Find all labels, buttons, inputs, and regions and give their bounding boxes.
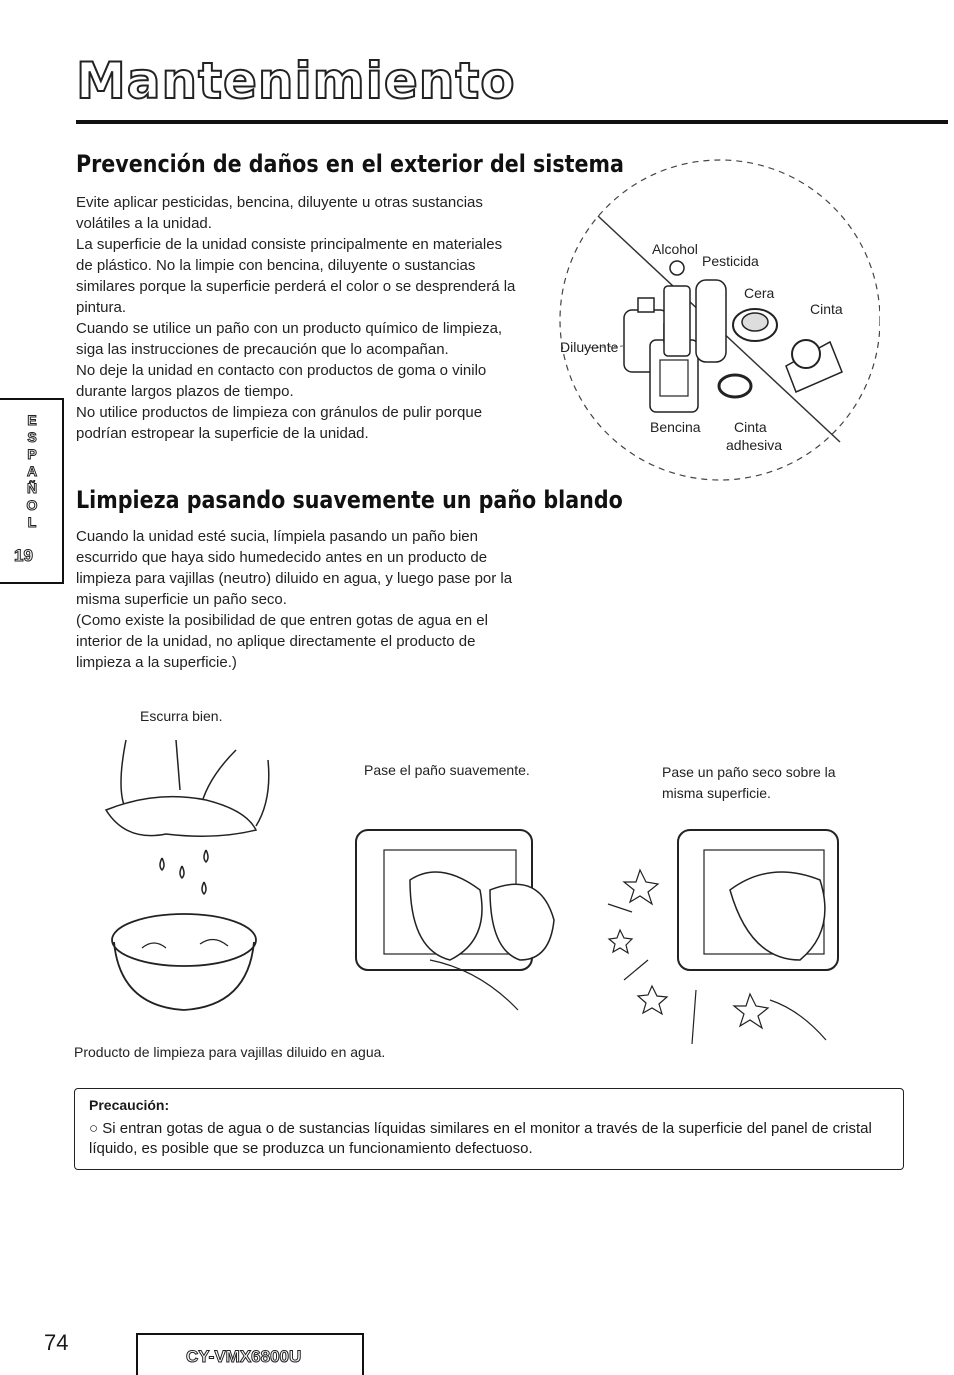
- label-bencina: Bencina: [650, 419, 701, 435]
- section1-paragraph: No deje la unidad en contacto con productos de goma o vinilo durante largos plazos de tiempo.: [76, 362, 487, 400]
- side-tab-letter: E: [27, 412, 37, 428]
- bottle-cap-icon: [638, 298, 654, 312]
- section2-paragraph: (Como existe la posibilidad de que entren gotas de agua en el interior de la unidad, no aplique directamente el producto de limpieza a la superficie.): [76, 612, 488, 671]
- alcohol-cap-icon: [670, 261, 684, 275]
- dry-wipe-illustration: [600, 810, 840, 1050]
- label-pesticida: Pesticida: [702, 253, 759, 269]
- pesticida-can-icon: [696, 280, 726, 362]
- section1-body: [76, 192, 518, 444]
- cinta-adhesiva-roll-icon: [719, 375, 751, 397]
- sparkle-icon: [609, 930, 632, 953]
- model-box: [136, 1333, 364, 1375]
- caption-dry: [662, 762, 862, 804]
- caption-wipe: Pase el paño suavemente.: [364, 762, 530, 778]
- model-name: CY-VMX6800U: [186, 1347, 302, 1366]
- side-tab-letter: O: [26, 497, 38, 513]
- motion-line: [692, 990, 696, 1044]
- label-diluyente: Diluyente: [560, 339, 619, 355]
- water-drops-icon: [160, 850, 208, 894]
- basin-icon: [112, 914, 256, 966]
- caption-detergent: Producto de limpieza para vajillas diluido en agua.: [74, 1044, 386, 1060]
- motion-line: [624, 960, 648, 980]
- side-tab-letter: Ñ: [26, 480, 38, 496]
- sparkle-icon: [638, 986, 667, 1014]
- wipe-screen-illustration: [340, 810, 580, 1020]
- section1-heading: Prevención de daños en el exterior del sistema: [76, 150, 624, 178]
- bullet-icon: ○: [89, 1120, 103, 1137]
- title-rule: [76, 120, 948, 124]
- side-tab-letter: L: [27, 514, 37, 530]
- prohibited-substances-figure: [540, 150, 880, 500]
- wring-cloth-illustration: [96, 730, 296, 1020]
- section1-paragraph: La superficie de la unidad consiste principalmente en materiales de plástico. No la limpie con bencina, diluyente o sustancias similares porque la superficie perderá el color o se desprenderá la pintura.: [76, 236, 516, 316]
- caution-text: [89, 1119, 889, 1159]
- section1-paragraph: Cuando se utilice un paño con un producto químico de limpieza, siga las instrucciones de precaución que lo acompañan.: [76, 320, 503, 358]
- tape-roll-icon: [792, 340, 820, 368]
- caution-text-content: Si entran gotas de agua o de sustancias líquidas similares en el monitor a través de la superficie del panel de cristal líquido, es posible que se produzca un funcionamiento defectuoso.: [89, 1120, 872, 1157]
- section1-paragraph: Evite aplicar pesticidas, bencina, diluyente u otras sustancias volátiles a la unidad.: [76, 194, 483, 232]
- caption-dry-line2: misma superficie.: [662, 785, 771, 801]
- label-alcohol: Alcohol: [652, 241, 698, 257]
- section2-paragraph: Cuando la unidad esté sucia, límpiela pasando un paño bien escurrido que haya sido humedecido antes en un producto de limpieza para vajillas (neutro) diluido en agua, y luego pase por la misma superficie un paño seco.: [76, 528, 513, 608]
- label-cinta-adhesiva-line1: Cinta: [734, 419, 767, 435]
- sparkle-icon: [734, 994, 768, 1028]
- section1-paragraph: No utilice productos de limpieza con gránulos de pulir porque podrían estropear la superficie de la unidad.: [76, 404, 483, 442]
- caution-box: [74, 1088, 904, 1170]
- motion-line: [608, 904, 632, 912]
- arm-icon: [770, 1000, 826, 1040]
- side-tab-number: 19: [14, 546, 33, 565]
- label-cinta: Cinta: [810, 301, 843, 317]
- page-title: Mantenimiento: [76, 52, 516, 110]
- label-cera: Cera: [744, 285, 775, 301]
- section2-body: [76, 526, 518, 673]
- sparkle-icon: [624, 870, 658, 904]
- alcohol-bottle-icon: [664, 286, 690, 356]
- cera-lid-icon: [742, 313, 768, 331]
- page-number: 74: [44, 1330, 69, 1355]
- caption-dry-line1: Pase un paño seco sobre la: [662, 764, 836, 780]
- side-tab-letters: [22, 412, 42, 531]
- bottle-label-icon: [660, 360, 688, 396]
- side-tab-letter: A: [26, 463, 38, 479]
- label-cinta-adhesiva-line2: adhesiva: [726, 437, 783, 453]
- side-tab-letter: S: [27, 429, 37, 445]
- side-tab-letter: P: [27, 446, 37, 462]
- caption-wring: Escurra bien.: [140, 708, 223, 724]
- section2-heading: Limpieza pasando suavemente un paño blando: [76, 486, 623, 514]
- language-side-tab: [0, 398, 64, 584]
- caution-heading: Precaución:: [89, 1097, 170, 1113]
- cloth-icon: [106, 797, 256, 837]
